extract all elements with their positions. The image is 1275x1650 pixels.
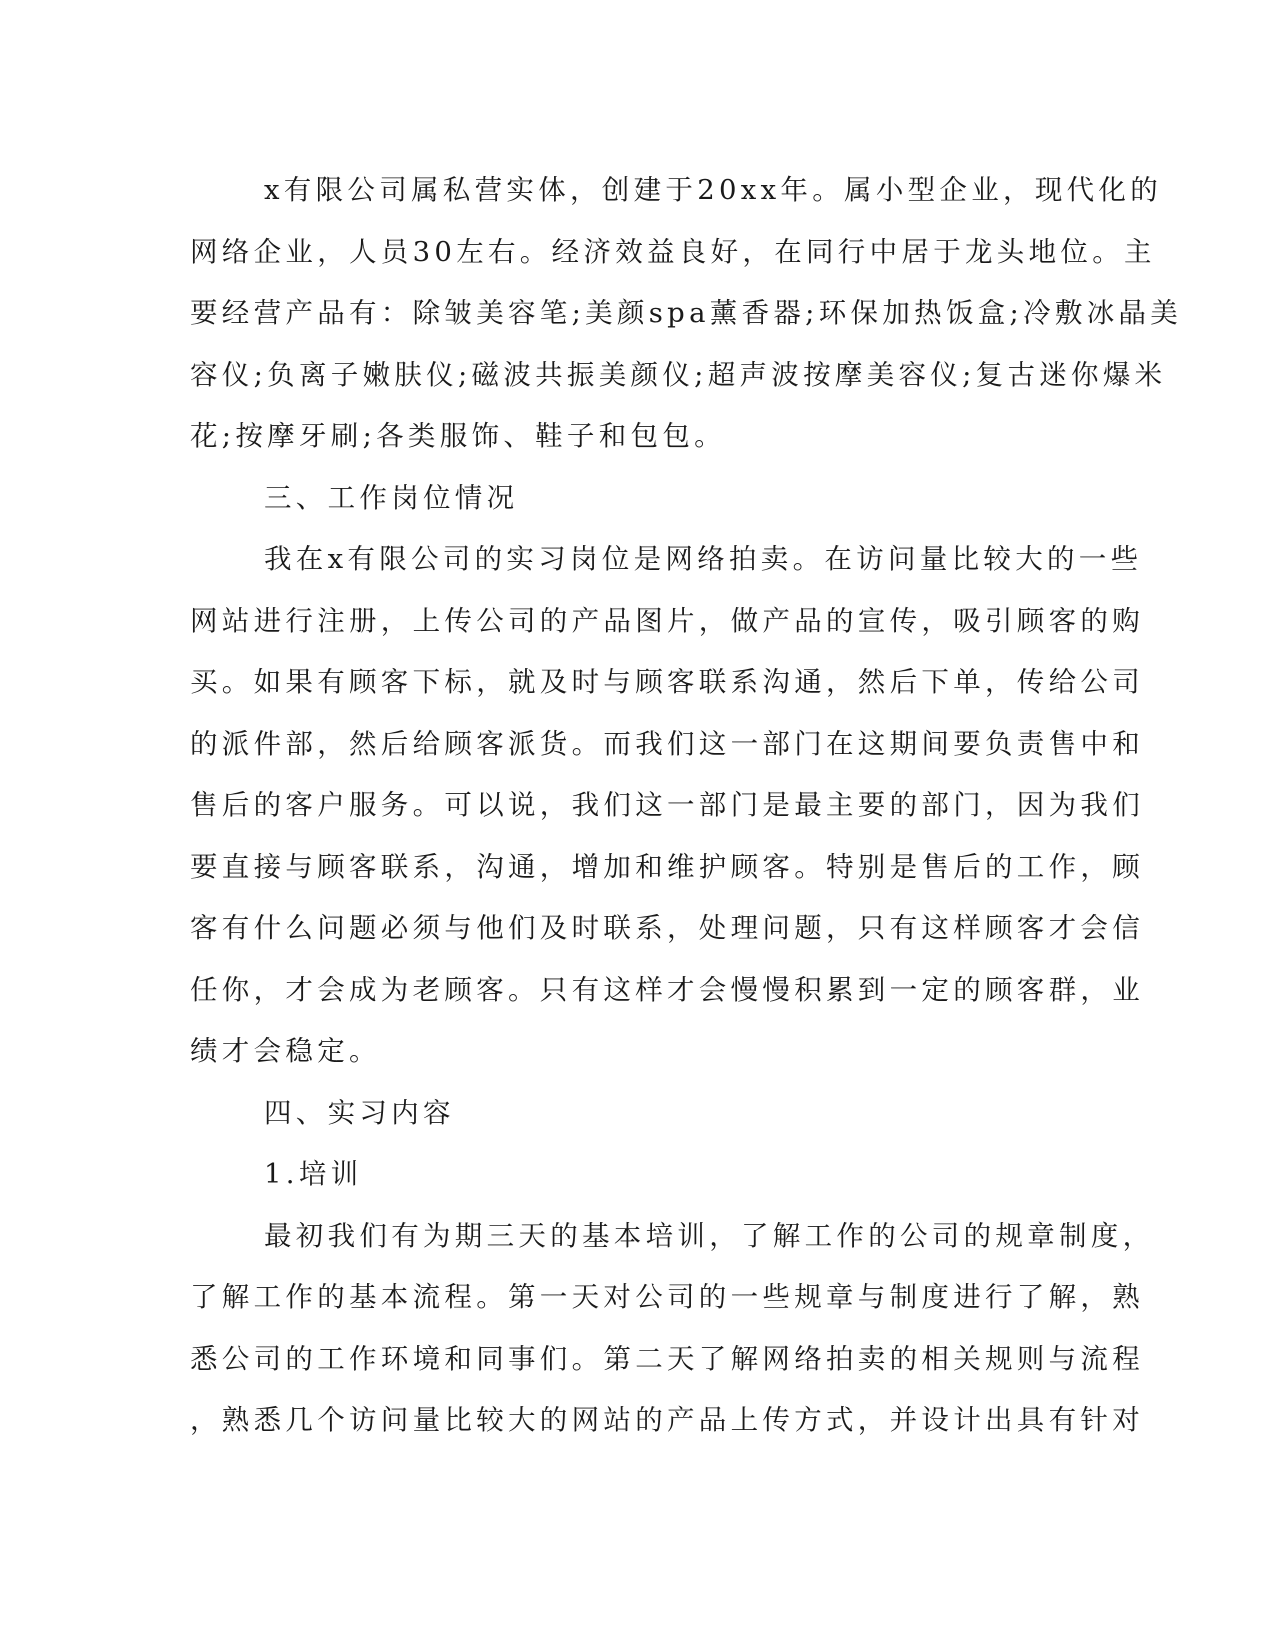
text-line: 花;按摩牙刷;各类服饰、鞋子和包包。 <box>190 420 726 452</box>
text-line: 售后的客户服务。可以说，我们这一部门是最主要的部门，因为我们 <box>190 789 1144 821</box>
text-line: 绩才会稳定。 <box>190 1035 381 1067</box>
text-line: ，熟悉几个访问量比较大的网站的产品上传方式，并设计出具有针对 <box>190 1404 1144 1436</box>
text-line: 悉公司的工作环境和同事们。第二天了解网络拍卖的相关规则与流程 <box>190 1342 1144 1375</box>
text-line: 我在x有限公司的实习岗位是网络拍卖。在访问量比较大的一些 <box>264 543 1143 575</box>
subsection-heading: 1.培训 <box>264 1158 363 1190</box>
text-line: 要经营产品有：除皱美容笔;美颜spa薰香器;环保加热饭盒;冷敷冰晶美 <box>190 297 1183 329</box>
text-line: 最初我们有为期三天的基本培训，了解工作的公司的规章制度， <box>264 1219 1155 1252</box>
text-line: 网站进行注册，上传公司的产品图片，做产品的宣传，吸引顾客的购 <box>190 604 1144 637</box>
text-line: 要直接与顾客联系，沟通，增加和维护顾客。特别是售后的工作，顾 <box>190 850 1144 883</box>
document-body <box>190 160 1183 1452</box>
text-line: 客有什么问题必须与他们及时联系，处理问题，只有这样顾客才会信 <box>190 912 1144 944</box>
text-line: 容仪;负离子嫩肤仪;磁波共振美颜仪;超声波按摩美容仪;复古迷你爆米 <box>190 358 1167 391</box>
text-line: 买。如果有顾客下标，就及时与顾客联系沟通，然后下单，传给公司 <box>190 666 1144 698</box>
text-line: 任你，才会成为老顾客。只有这样才会慢慢积累到一定的顾客群，业 <box>190 973 1144 1006</box>
text-line: 了解工作的基本流程。第一天对公司的一些规章与制度进行了解，熟 <box>190 1281 1144 1313</box>
section-heading: 四、实习内容 <box>264 1096 455 1129</box>
text-line: 的派件部，然后给顾客派货。而我们这一部门在这期间要负责售中和 <box>190 727 1144 760</box>
section-heading: 三、工作岗位情况 <box>264 481 519 514</box>
text-line: 网络企业，人员30左右。经济效益良好，在同行中居于龙头地位。主 <box>190 235 1156 268</box>
text-line: x有限公司属私营实体，创建于20xx年。属小型企业，现代化的 <box>264 174 1163 206</box>
